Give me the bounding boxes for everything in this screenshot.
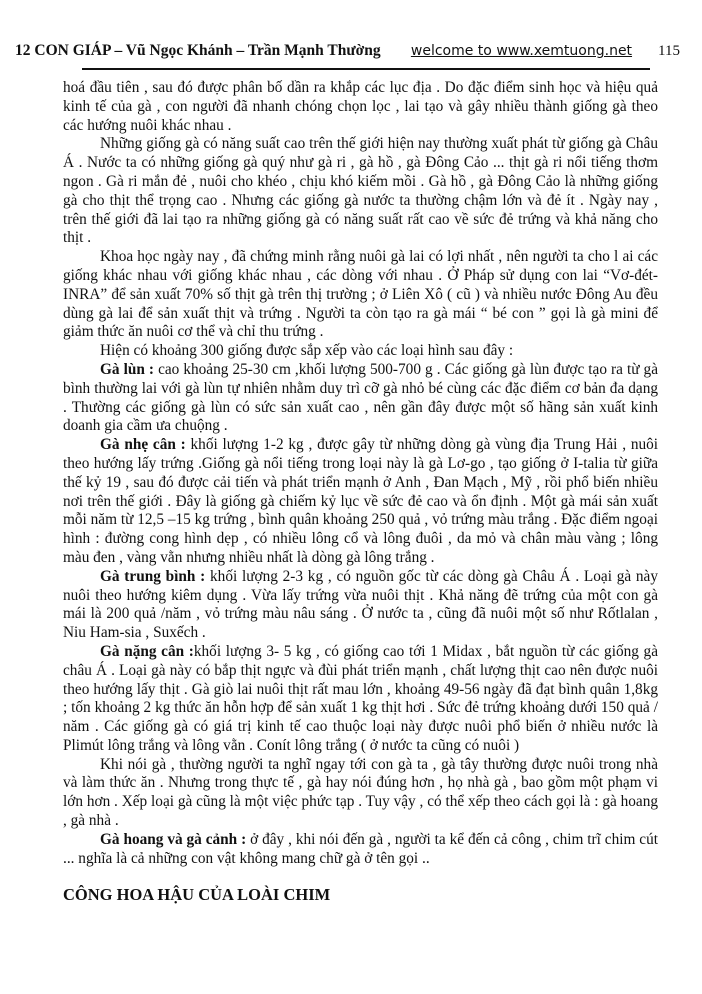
paragraph bbox=[63, 342, 658, 361]
paragraph bbox=[63, 756, 658, 831]
paragraph-text: cao khoảng 25-30 cm ,khối lượng 500-700 g . Các giống gà lùn được tạo ra từ gà bình thường lai với gà lùn tự nhiên nhằm duy trì cỡ gà nhỏ bé cùng các đặc điểm cơ bản đa dạng . Thường các giống gà lùn có sức sản xuất cao , nên gần đây được một số hãng sản xuất kinh doanh gia cầm ưa chuộng . bbox=[63, 360, 658, 435]
paragraph bbox=[63, 135, 658, 248]
paragraph bbox=[63, 248, 658, 342]
header-book-title: 12 CON GIÁP – Vũ Ngọc Khánh – Trần Mạnh Thường bbox=[15, 42, 381, 59]
paragraph-text: khối lượng 3- 5 kg , có giống cao tới 1 Midax , bắt nguồn từ các giống gà châu Á . Loại gà này có bắp thịt ngực và đùi phát triển mạnh , chất lượng thịt cao nên được nuôi theo hướng lấy thịt . Gà giò lai nuôi thịt rất mau lớn , khoảng 49-56 ngày đã đạt bình quân 1,8kg ; tốn khoảng 2 kg thức ăn hỗn hợp để sản xuất 1 kg thịt hơi . Sức đẻ trứng khoảng dưới 150 quả / năm . Các giống gà có giá trị kinh tế cao thuộc loại này được nuôi phổ biến ở nhiều nước là Plimút lông trắng và lông vằn . Conít lông trắng ( ở nước ta cũng có nuôi ) bbox=[63, 642, 658, 754]
paragraph bbox=[63, 568, 658, 643]
paragraph bbox=[63, 831, 658, 869]
paragraph bbox=[63, 436, 658, 568]
paragraph-text: khối lượng 2-3 kg , có nguồn gốc từ các dòng gà Châu Á . Loại gà này nuôi theo hướng kiêm dụng . Vừa lấy trứng vừa nuôi thịt . Khả năng đẽ trứng của một con gà mái là 200 quả /năm , vỏ trứng màu nâu sáng . Ở nước ta , cũng đã nuôi một số như Rốtlalan , Niu Ham-sia , Suxếch . bbox=[63, 567, 658, 642]
paragraph-lead: Gà hoang và gà cảnh : bbox=[100, 830, 251, 848]
paragraph bbox=[63, 643, 658, 756]
paragraph-text: hoá đầu tiên , sau đó được phân bố dần ra khắp các lục địa . Do đặc điểm sinh học và hiệu quả kinh tế của gà , con người đã nhanh chóng chọn lọc , lai tạo và gây nhiều thành giống gà theo các hướng nuôi khác nhau . bbox=[63, 79, 658, 134]
paragraph-lead: Gà nhẹ cân : bbox=[100, 436, 191, 454]
paragraph-lead: Gà nặng cân : bbox=[100, 642, 194, 660]
page-header bbox=[0, 0, 702, 60]
paragraph-text: Những giống gà có năng suất cao trên thế giới hiện nay thường xuất phát từ giống gà Châu Á . Nước ta có những giống gà quý như gà ri , gà hồ , gà Đông Cảo ... thịt gà ri nổi tiếng thơm ngon . Gà ri mắn đẻ , nuôi cho khéo , chịu khó kiếm mồi . Gà hồ , gà Đông Cảo là những giống gà cho thịt thể trọng cao . Nhưng các giống gà nước ta thường chậm lớn và đẻ ít . Ngày nay , trên thế giới đã lai tạo ra những giống gà có năng suất rất cao về sức đẻ trứng và khả năng cho thịt . bbox=[63, 135, 658, 247]
page-number: 115 bbox=[658, 43, 680, 59]
paragraph-text: Khi nói gà , thường người ta nghĩ ngay tới con gà ta , gà tây thường được nuôi trong nhà và làm thức ăn . Nhưng trong thực tế , gà hay nói đúng hơn , họ nhà gà , bao gồm một phạm vi lớn hơn . Xếp loại gà cũng là một việc phức tạp . Tuy vậy , có thể xếp theo cách gọi là : gà hoang , gà nhà . bbox=[63, 755, 658, 830]
paragraph-text: khối lượng 1-2 kg , được gây từ những dòng gà vùng địa Trung Hải , nuôi theo hướng lấy trứng .Giống gà nổi tiếng trong loại này là gà Lơ-go , tạo giống ở I-talia từ giữa thế kỷ 19 , sau đó được cải tiến và phát triển mạnh ở Anh , Đan Mạch , Mỹ , rồi phổ biến nhiều nơi trên thế giới . Đây là giống gà chiếm kỷ lục về sức đẻ cao và ổn định . Một gà mái sản xuất mỗi năm từ 12,5 –15 kg trứng , bình quân khoảng 250 quả , vỏ trứng màu trắng . Đặc điểm ngoại hình : đường cong hình dẹp , có nhiều lông cổ và lông đuôi , da mỏ và chân màu vàng ; lông màu đen , vàng vằn nhưng nhiều nhất là dòng gà lông trắng . bbox=[63, 436, 659, 566]
section-heading: CÔNG HOA HẬU CỦA LOÀI CHIM bbox=[63, 885, 331, 905]
paragraph-text: Khoa học ngày nay , đã chứng minh rằng nuôi gà lai có lợi nhất , nên người ta cho l ai các giống khác nhau với giống khác nhau , các dòng với nhau . Ở Pháp sử dụng con lai “Vơ-đét-INRA” để sản xuất 70% số thịt gà trên thị trường ; ở Liên Xô ( cũ ) và nhiều nước Đông Au đều dùng gà lai để sản xuất thịt và trứng . Người ta còn tạo ra gà mái “ bé con ” gọi là gà mini để giảm thức ăn nuôi cơ thể và chỉ thu trứng . bbox=[63, 248, 658, 341]
paragraph-text: ở đây , khi nói đến gà , người ta kể đến cả công , chim trĩ chim cút ... nghĩa là cả những con vật không mang chữ gà ở tên gọi .. bbox=[63, 830, 658, 867]
paragraph-text: Hiện có khoảng 300 giống được sắp xếp vào các loại hình sau đây : bbox=[100, 342, 514, 360]
paragraph-lead: Gà trung bình : bbox=[100, 567, 211, 585]
paragraph-lead: Gà lùn : bbox=[100, 360, 159, 378]
paragraph bbox=[63, 79, 658, 135]
paragraph bbox=[63, 361, 658, 436]
document-body bbox=[63, 79, 658, 868]
header-divider bbox=[82, 68, 650, 70]
site-link[interactable]: welcome to www.xemtuong.net bbox=[410, 43, 633, 59]
